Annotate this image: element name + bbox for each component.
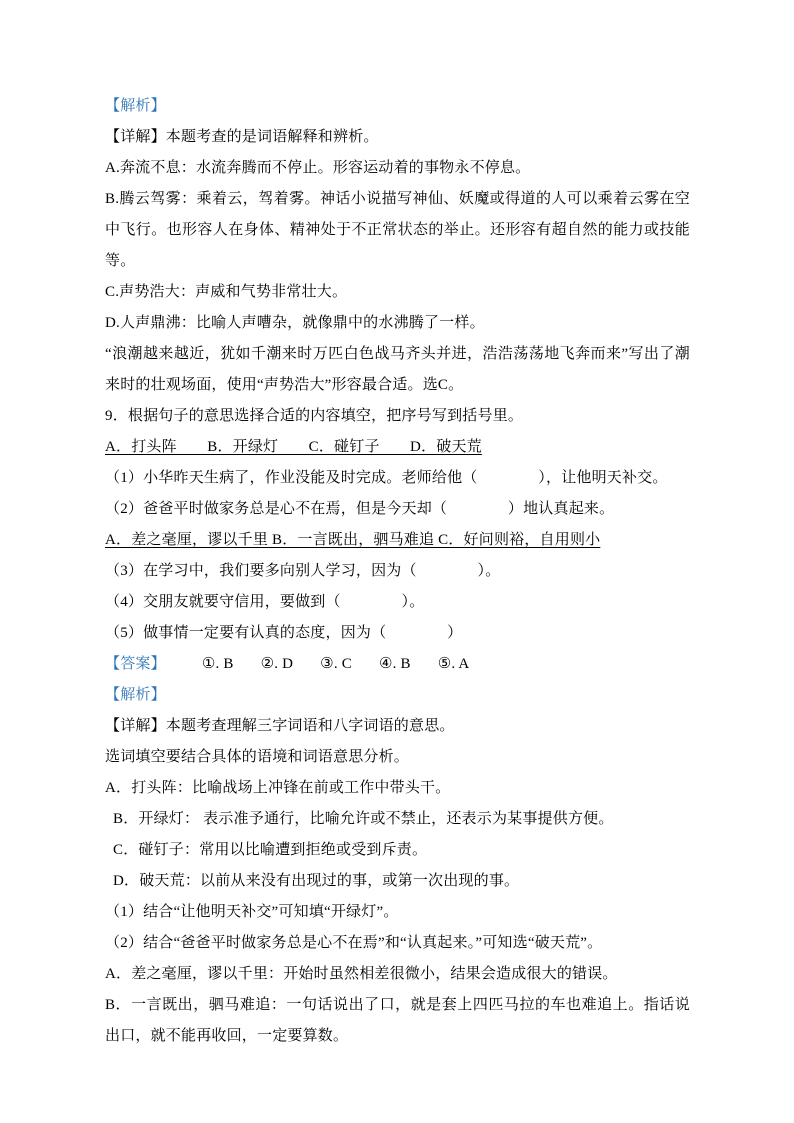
answer-label: 【答案】 [105,656,166,672]
answer-item-2: ②. D [260,656,294,672]
word-def-d: D.人声鼎沸：比喻人声嘈杂，就像鼎中的水沸腾了一样。 [105,315,485,331]
fill-blank-4: （4）交朋友就要守信用，要做到（ ）。 [105,594,425,610]
eight-word-def-a: A．差之毫厘，谬以千里：开始时虽然相差很微小，结果会造成很大的错误。 [105,966,618,982]
word-def-c: C.声势浩大：声威和气势非常壮大。 [105,284,348,300]
idiom-def-b: B．开绿灯： 表示准予通行，比喻允许或不禁止，还表示为某事提供方便。 [113,811,614,827]
question-9-stem: 9．根据句子的意思选择合适的内容填空，把序号写到括号里。 [105,408,524,424]
answer-item-3: ③. C [320,656,352,672]
options-row-2: A．差之毫厘，谬以千里 B．一言既出，驷马难追 C．好问则裕，自用则小 [105,532,601,548]
explain-blank-2: （2）结合“爸爸平时做家务总是心不在焉”和“认真起来。”可知选“破天荒”。 [105,935,603,951]
passage-conclusion: “浪潮越来越近，犹如千潮来时万匹白色战马齐头并进，浩浩荡荡地飞奔而来”写出了潮来时的壮观场面，使用“声势浩大”形容最合适。选C。 [105,346,690,393]
answer-row [105,649,690,680]
idiom-def-d: D．破天荒：以前从来没有出现过的事，或第一次出现的事。 [113,873,520,889]
answer-item-1: ①. B [201,656,234,672]
fill-blank-5: （5）做事情一定要有认真的态度，因为（ ） [105,625,463,641]
analysis-label-2: 【解析】 [105,687,166,703]
explain-blank-1: （1）结合“让他明天补交”可知填“开绿灯”。 [105,904,399,920]
method-note: 选词填空要结合具体的语境和词语意思分析。 [105,749,410,765]
detail-intro-1: 【详解】本题考查的是词语解释和辨析。 [105,129,379,145]
options-row-1: A．打头阵 B．开绿灯 C．碰钉子 D．破天荒 [105,439,482,455]
word-def-b: B.腾云驾雾：乘着云，驾着雾。神话小说描写神仙、妖魔或得道的人可以乘着云雾在空中飞行。也形容人在身体、精神处于不正常状态的举止。还形容有超自然的能力或技能等。 [105,191,690,269]
fill-blank-2: （2）爸爸平时做家务总是心不在焉，但是今天却（ ）地认真起来。 [105,501,615,517]
eight-word-def-b: B．一言既出，驷马难追：一句话说出了口，就是套上四匹马拉的车也难追上。指话说出口，就不能再收回，一定要算数。 [105,997,690,1044]
idiom-def-c: C．碰钉子：常用以比喻遭到拒绝或受到斥责。 [113,842,428,858]
answer-item-4: ④. B [378,656,411,672]
fill-blank-3: （3）在学习中，我们要多向别人学习，因为（ ）。 [105,563,501,579]
answer-item-5: ⑤. A [437,656,470,672]
idiom-def-a: A．打头阵：比喻战场上冲锋在前或工作中带头干。 [105,780,451,796]
word-def-a: A.奔流不息：水流奔腾而不停止。形容运动着的事物永不停息。 [105,160,531,176]
fill-blank-1: （1）小华昨天生病了，作业没能及时完成。老师给他（ ），让他明天补交。 [105,470,668,486]
detail-intro-2: 【详解】本题考查理解三字词语和八字词语的意思。 [105,718,455,734]
analysis-label-1: 【解析】 [105,98,166,114]
